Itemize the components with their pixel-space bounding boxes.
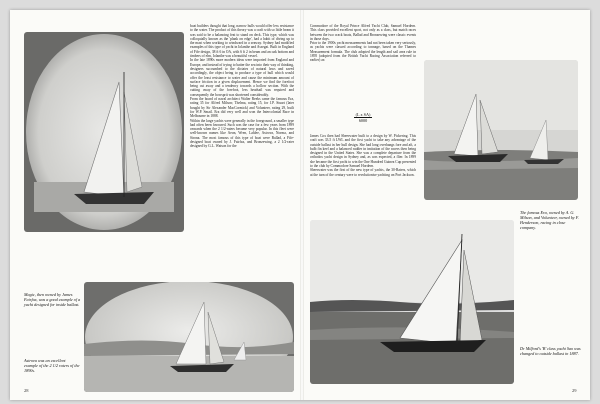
photo-astrova bbox=[84, 282, 294, 392]
book-spread bbox=[10, 10, 590, 400]
right-text-column-bottom: James Cox then had Sheerwater built to a design by W. Pickering. This craft was 33.5 ft LWL and the first yacht to take any advantage of the outside ballast in her hull design. She had long overhangs fore and aft, a bulb fin keel and a balanced rudder in imitation of the racers then being designed in the United States. She was a complete departure from the orthodox yacht design in Sydney and, as was expected, a flier. In 1899 she became the first yacht to win the One Hundred Guinea Cup presented to the club by Commodore Samuel Hordern. Sheerwater was the first of the new type of yachts, the 30-Raters, which at the turn of the century were to revolutionise yachting on Port Jackson. bbox=[310, 134, 416, 177]
measurement-formula: (L x SA) 6000 bbox=[355, 112, 371, 123]
caption-sao: Dr Milford's 'B' class yacht Sao was changed to outside ballast in 1887. bbox=[520, 346, 581, 356]
photo-sao bbox=[310, 220, 514, 384]
left-text-column: boat builders thought that long, narrow hulls would offer less resistance to the water. The product of this theory was a craft with so little beam it was said to be a balancing feat to stand on deck. This type, which was colloquially known as the 'plank on edge', had a habit of diving up to the mast when working to windward in a seaway. Sydney had modified examples of this type of yacht in Iolanthe and Assegai. Built in England of Fife design, 38 ft 6 in OA, with 6 ft 2 in beam and an oak bottom and timbers of elm, Iolanthe was a beautiful vessel. In the late 1890s more modern ideas were imported from England and Europe, and instead of trying to batter the sea into their way of thinking, designers succumbed to the dictates of natural laws and saved accordingly, the object being to produce a type of hull which would offer the least resistance to water and cause the minimum amount of surface friction in a given displacement. Hence we find the forefoot being cut away and a tendency towards a hollow section. With the cutting away of the forefoot, less headsail was required and consequently the bowsprit was shortened considerably. From the board of naval architect Walter Reeks came the famous Era, rating 35 for Alfred Milson; Thelma, rating 15, for J.P. Stuart (later bought by Sir Alexander MacCormick) and Volunteer, rating 29, built for W.P. Smail. Era did very well and won the Intercolonial Race in Melbourne in 1888. Within the large yachts were generally in the foreground, a smaller type had often been favoured. Such was the case for a few years from 1899 onwards when the 2 1/2-raters became very popular. In this fleet were well-known names like Aeon, Wren, Lahlee, Astrova, Norma, and Sirona. The most famous of this type of boat were Ballad, a Fife-designed boat owned by J. Fairfax, and Bronzewing, a 2 1/2-rater designed by G.L. Watson for the bbox=[190, 24, 294, 149]
right-text-column-top: Commodore of the Royal Prince Alfred Yacht Club, Samuel Hordern. This class provided excellent sport, not only as a class, but match races between the two crack boats, Ballad and Bronzewing were classic events in those days. Prior to the 1900s yacht measurements had not been taken very seriously, as yachts were classed according to tonnage, based on the Thames Measurement formula. The club adopted the length and sail area rule in 1895 (adopted from the British Yacht Racing Association referred to earlier) as: bbox=[310, 24, 416, 63]
photo-magic bbox=[24, 32, 184, 232]
photo-era-volunteer bbox=[424, 60, 578, 200]
caption-magic: Magic, then owned by James Fairfax, was a good example of a yacht designed for inside ballast. bbox=[24, 292, 81, 307]
caption-era: The famous Era, owned by A. G. Milson, and Volunteer, owned by F. Henderson, racing in close company. bbox=[520, 210, 579, 230]
page-number-left: 28 bbox=[24, 388, 29, 393]
gutter bbox=[300, 10, 304, 400]
caption-astrova: Astrova was an excellent example of the 2 1/2 raters of the 1890s. bbox=[24, 358, 80, 373]
page-number-right: 29 bbox=[572, 388, 577, 393]
